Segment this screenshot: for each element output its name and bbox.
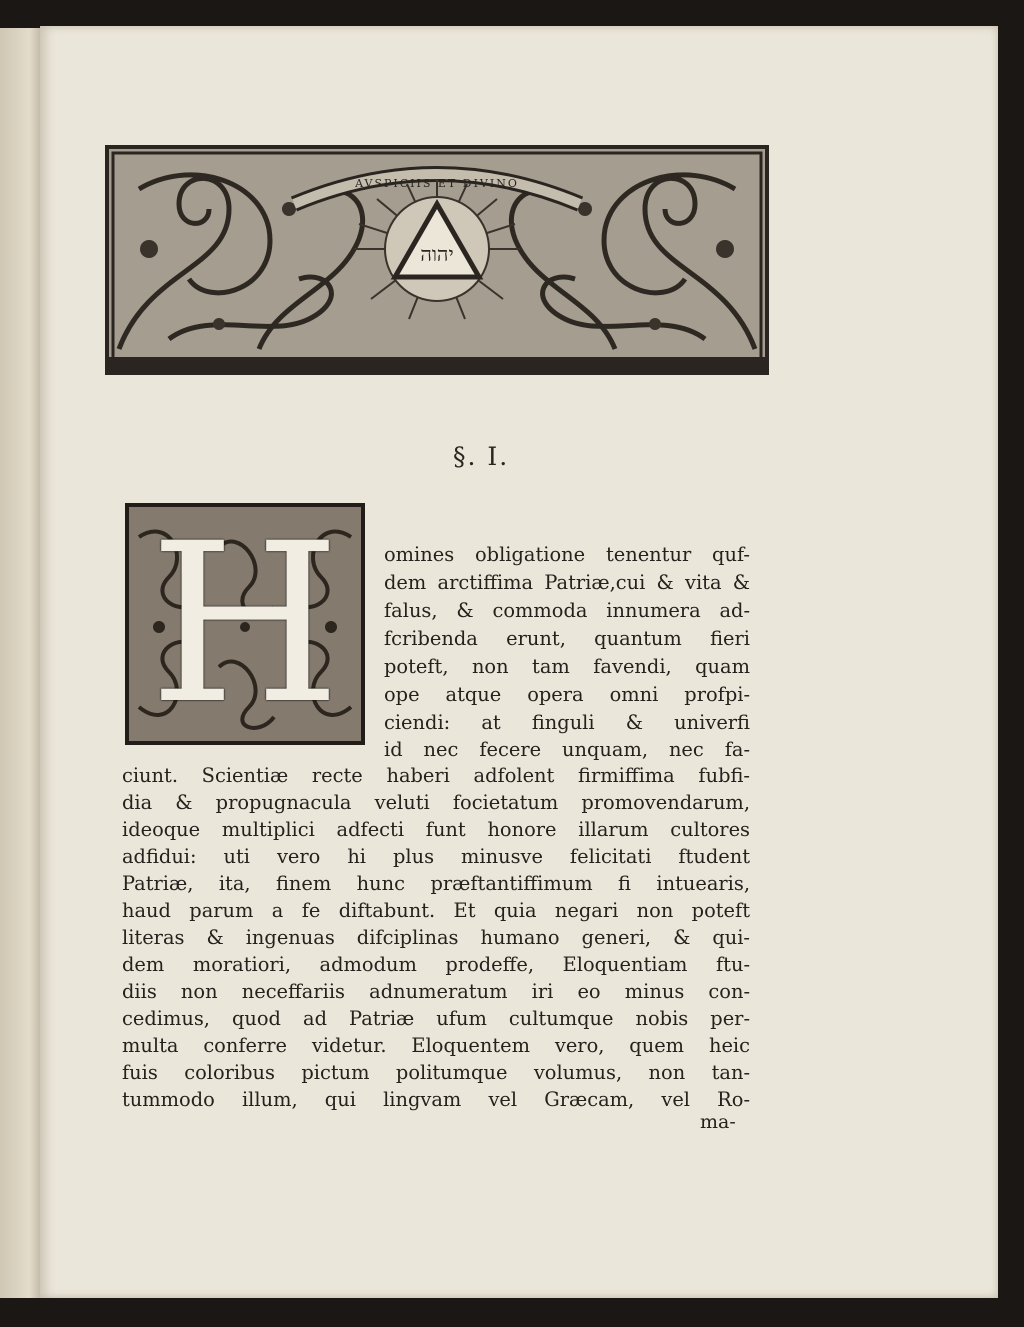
woodcut-headpiece (105, 145, 769, 375)
facing-page-edge (0, 28, 42, 1298)
text-line: ciunt. Scientiæ recte haberi adfolent firmiffima fubfi- (122, 764, 750, 787)
initial-letter: H (149, 503, 341, 745)
text-line: fuis coloribus pictum politumque volumus, non tan- (122, 1061, 750, 1084)
text-line: Patriæ, ita, finem hunc præftantiffimum fi intuearis, (122, 872, 750, 895)
text-line: tummodo illum, qui lingvam vel Græcam, vel Ro- (122, 1088, 750, 1111)
text-line: ideoque multiplici adfecti funt honore illarum cultores (122, 818, 750, 841)
text-line: multa conferre videtur. Eloquentem vero, quem heic (122, 1034, 750, 1057)
catchword: ma- (700, 1111, 736, 1133)
decorated-initial (125, 503, 365, 745)
text-line: adfidui: uti vero hi plus minusve felicitati ftudent (122, 845, 750, 868)
text-line: id nec fecere unquam, nec fa- (384, 738, 750, 761)
text-line: falus, & commoda innumera ad- (384, 599, 750, 622)
headpiece-ornament-icon (109, 149, 765, 371)
banner-motto: AVSPICIIS ET DIVINO (355, 177, 519, 190)
text-line: poteft, non tam favendi, quam (384, 655, 750, 678)
text-line: ciendi: at finguli & univerfi (384, 711, 750, 734)
text-line: diis non neceffariis adnumeratum iri eo minus con- (122, 980, 750, 1003)
text-line: cedimus, quod ad Patriæ ufum cultumque nobis per- (122, 1007, 750, 1030)
tetragrammaton-text: יהוה (420, 242, 454, 266)
text-line: haud parum a fe diftabunt. Et quia negari non poteft (122, 899, 750, 922)
text-line: dia & propugnacula veluti focietatum promovendarum, (122, 791, 750, 814)
text-line: dem arctiffima Patriæ,cui & vita & (384, 571, 750, 594)
text-line: fcribenda erunt, quantum fieri (384, 627, 750, 650)
text-line: omines obligatione tenentur quf- (384, 543, 750, 566)
section-heading: §. I. (453, 442, 510, 471)
text-line: literas & ingenuas difciplinas humano generi, & qui- (122, 926, 750, 949)
text-line: ope atque opera omni profpi- (384, 683, 750, 706)
text-line: dem moratiori, admodum prodeffe, Eloquentiam ftu- (122, 953, 750, 976)
